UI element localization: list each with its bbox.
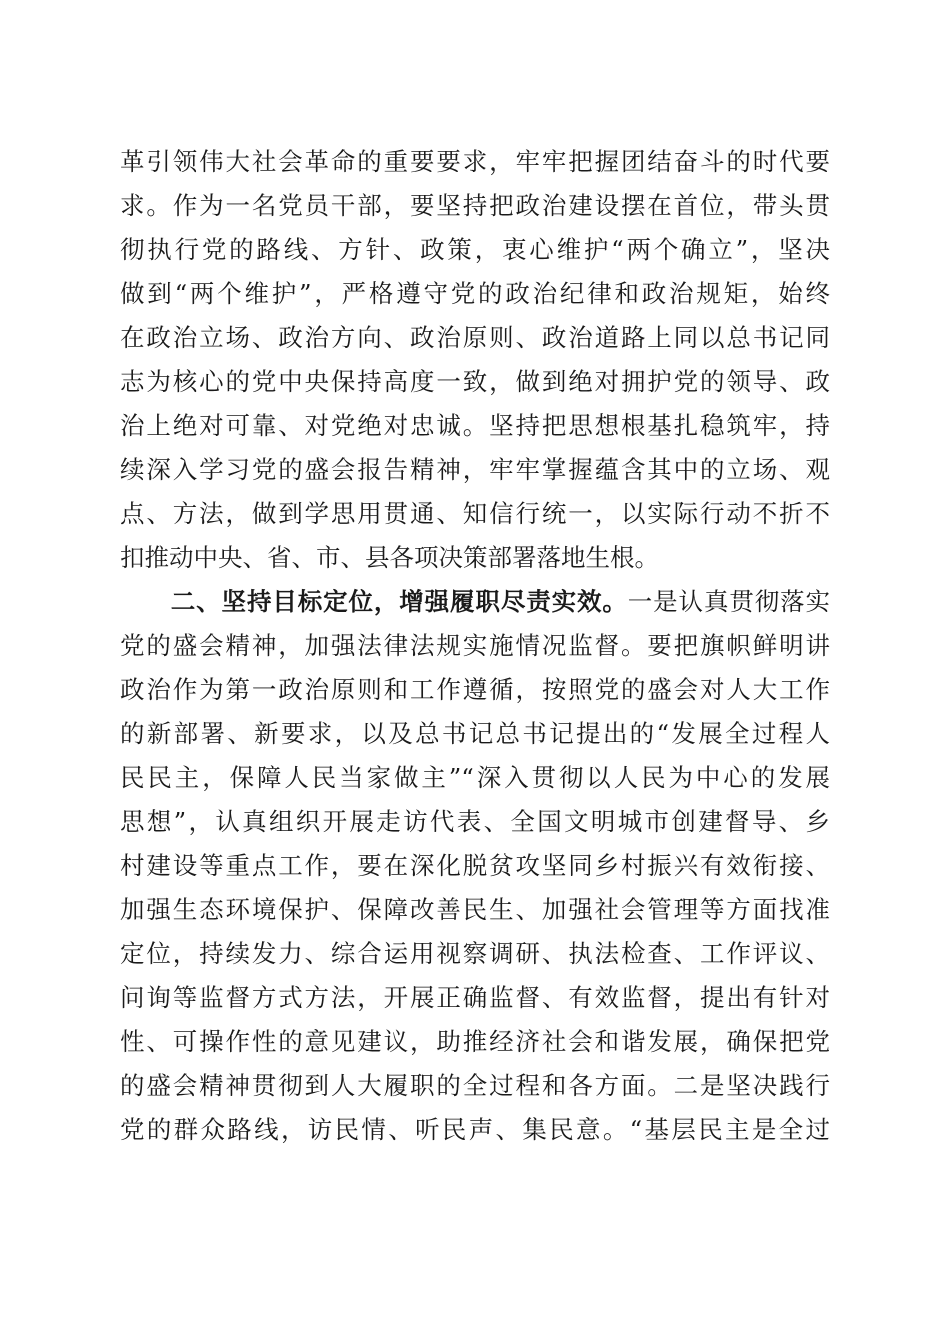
text-line: 党的盛会精神，加强法律法规实施情况监督。要把旗帜鲜明讲 bbox=[120, 631, 830, 660]
text-line: 在政治立场、政治方向、政治原则、政治道路上同以总书记同 bbox=[120, 323, 830, 352]
text-line: 续深入学习党的盛会报告精神，牢牢掌握蕴含其中的立场、观 bbox=[120, 455, 830, 484]
text-line: 村建设等重点工作，要在深化脱贫攻坚同乡村振兴有效衔接、 bbox=[120, 851, 830, 880]
paragraph-first-line bbox=[120, 580, 830, 624]
paragraph-2 bbox=[120, 580, 830, 1152]
paragraph-1 bbox=[120, 140, 830, 580]
text-line: 彻执行党的路线、方针、政策，衷心维护“两个确立”，坚决 bbox=[120, 235, 830, 264]
text-line: 定位，持续发力、综合运用视察调研、执法检查、工作评议、 bbox=[120, 939, 830, 968]
text-line: 扣推动中央、省、市、县各项决策部署落地生根。 bbox=[120, 543, 659, 572]
text-line: 的新部署、新要求，以及总书记总书记提出的“发展全过程人 bbox=[120, 719, 830, 748]
text-line: 性、可操作性的意见建议，助推经济社会和谐发展，确保把党 bbox=[120, 1027, 830, 1056]
text-line: 革引领伟大社会革命的重要要求，牢牢把握团结奋斗的时代要 bbox=[120, 147, 830, 176]
text-line: 的盛会精神贯彻到人大履职的全过程和各方面。二是坚决践行 bbox=[120, 1071, 830, 1100]
text-line: 政治作为第一政治原则和工作遵循，按照党的盛会对人大工作 bbox=[120, 675, 830, 704]
text-line: 民民主，保障人民当家做主”“深入贯彻以人民为中心的发展 bbox=[120, 763, 830, 792]
text-line: 党的群众路线，访民情、听民声、集民意。“基层民主是全过 bbox=[120, 1115, 830, 1144]
text-line: 加强生态环境保护、保障改善民生、加强社会管理等方面找准 bbox=[120, 895, 830, 924]
body-text bbox=[120, 140, 830, 1152]
heading-line-rest: 一是认真贯彻落实 bbox=[627, 587, 830, 616]
text-line: 点、方法，做到学思用贯通、知信行统一，以实际行动不折不 bbox=[120, 499, 830, 528]
text-line: 做到“两个维护”，严格遵守党的政治纪律和政治规矩，始终 bbox=[120, 279, 830, 308]
text-line: 治上绝对可靠、对党绝对忠诚。坚持把思想根基扎稳筑牢，持 bbox=[120, 411, 830, 440]
text-line: 问询等监督方式方法，开展正确监督、有效监督，提出有针对 bbox=[120, 983, 830, 1012]
text-line: 求。作为一名党员干部，要坚持把政治建设摆在首位，带头贯 bbox=[120, 191, 830, 220]
section-heading: 二、坚持目标定位，增强履职尽责实效。 bbox=[170, 587, 628, 616]
text-line: 志为核心的党中央保持高度一致，做到绝对拥护党的领导、政 bbox=[120, 367, 830, 396]
text-line: 思想”，认真组织开展走访代表、全国文明城市创建督导、乡 bbox=[120, 807, 830, 836]
